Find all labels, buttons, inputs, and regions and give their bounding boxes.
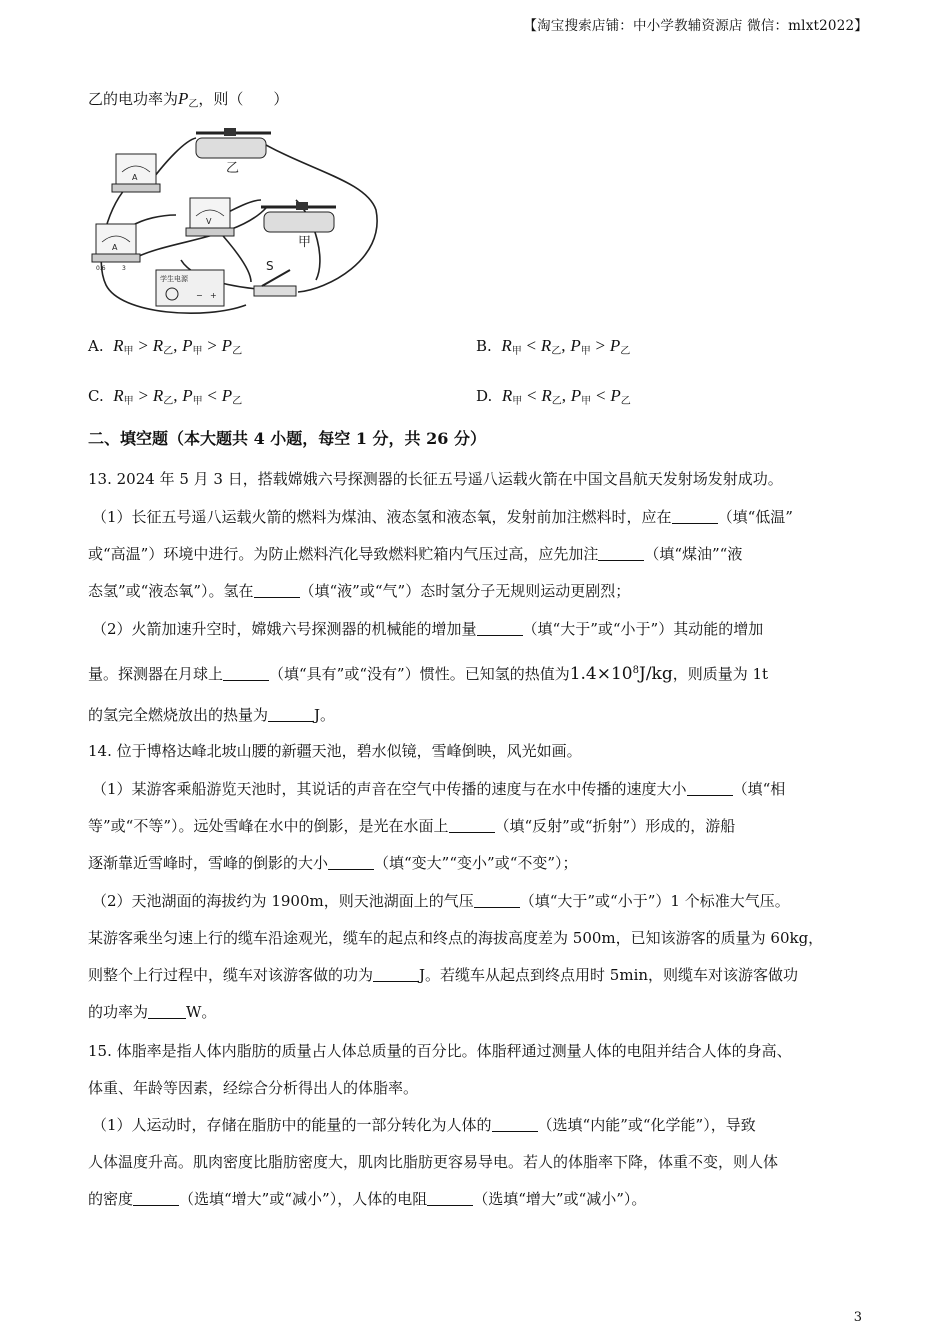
option-b-rel1: < <box>526 336 537 355</box>
terminal-a: 0.6 <box>96 265 106 272</box>
option-a[interactable]: A. $R_甲 > R_乙$, $P_甲 > P_乙$ <box>88 336 243 357</box>
q14-p1-l3b: （填“变大”“变小”或“不变”）； <box>374 854 578 872</box>
q13-blank-5[interactable] <box>223 665 269 681</box>
heat-value: 1.4×10 <box>569 664 633 684</box>
option-a-p1: 甲 <box>192 346 203 357</box>
q15-p1-l3b: （选填“增大”或“减小”），人体的电阻 <box>179 1190 428 1208</box>
option-d-rel2: < <box>595 386 606 405</box>
option-b-r1: 甲 <box>511 346 522 357</box>
page-header: 【淘宝搜索店铺：中小学教辅资源店 微信：mlxt2022】 <box>523 18 868 34</box>
option-d-r1: 甲 <box>512 396 523 407</box>
q14-p1-line2 <box>88 815 735 837</box>
option-c-rel2: < <box>207 386 217 405</box>
option-a-letter: A. <box>88 337 104 355</box>
q13-p1-l2b: （填“煤油”“液 <box>644 545 743 563</box>
q15-p1-line2: 人体温度升高。肌肉密度比脂肪密度大，肌肉比脂肪更容易导电。若人的体脂率下降，体重不变，则人体 <box>88 1153 779 1171</box>
option-c-r2: 乙 <box>163 396 174 407</box>
option-b-rel2: > <box>595 336 606 355</box>
option-c-p2: 乙 <box>232 396 243 407</box>
q13-p2-l3b: J。 <box>314 706 336 724</box>
q13-blank-6[interactable] <box>268 706 314 722</box>
q13-p1-l1a: （1）长征五号遥八运载火箭的燃料为煤油、液态氢和液态氧，发射前加注燃料时，应在 <box>92 508 672 526</box>
q15-stem-line1: 15. 体脂率是指人体内脂肪的质量占人体总质量的百分比。体脂秤通过测量人体的电阻并结合人体的身高、 <box>88 1042 792 1060</box>
voltmeter <box>186 198 234 236</box>
q13-p1-l2a: 或“高温”）环境中进行。为防止燃料汽化导致燃料贮箱内气压过高，应先加注 <box>88 545 599 563</box>
terminal-b: 3 <box>122 265 126 272</box>
q14-p1-line1 <box>92 778 785 800</box>
power-supply <box>156 270 224 306</box>
q13-p1-line1 <box>92 506 793 528</box>
q15-blank-3[interactable] <box>427 1190 473 1206</box>
q13-p1-l1b: （填“低温” <box>717 508 793 526</box>
q15-p1-line1 <box>92 1114 756 1136</box>
q15-p1-line3 <box>88 1188 646 1210</box>
q15-p1-l3a: 的密度 <box>88 1190 134 1208</box>
q14-blank-1[interactable] <box>687 780 733 796</box>
option-d-rel1: < <box>526 386 537 405</box>
q13-blank-2[interactable] <box>598 545 644 561</box>
option-b-p2: 乙 <box>620 346 631 357</box>
supply-plus: + <box>210 291 217 300</box>
q14-p1-l2a: 等”或“不等”）。远处雪峰在水中的倒影，是光在水面上 <box>88 817 449 835</box>
q15-blank-2[interactable] <box>133 1190 179 1206</box>
q14-p1-line3 <box>88 852 578 874</box>
q13-p2-l3a: 的氢完全燃烧放出的热量为 <box>88 706 269 724</box>
option-c-letter: C. <box>88 387 104 405</box>
option-c-rel1: > <box>138 386 149 405</box>
q14-p2-line4 <box>88 1001 216 1023</box>
q13-p2-line1 <box>92 618 763 640</box>
q13-p2-l1b: （填“大于”或“小于”）其动能的增加 <box>522 620 764 638</box>
power-supply-label: 学生电源 <box>160 275 188 283</box>
q13-p2-l1a: （2）火箭加速升空时，嫦娥六号探测器的机械能的增加量 <box>92 620 477 638</box>
option-d[interactable]: D. $R_甲 < R_乙$, $P_甲 < P_乙$ <box>476 386 631 407</box>
heat-unit: J/kg <box>639 664 673 684</box>
q12-symbol: P <box>178 89 189 108</box>
ammeter-top <box>112 154 160 192</box>
q13-p2-line3 <box>88 704 335 726</box>
q15-p1-l3c: （选填“增大”或“减小”）。 <box>473 1190 647 1208</box>
q14-p2-l4b: W。 <box>186 1003 217 1021</box>
q14-p2-line1 <box>92 890 790 912</box>
q14-blank-6[interactable] <box>148 1003 186 1019</box>
switch-label: S <box>266 259 274 273</box>
option-b-r2: 乙 <box>551 346 562 357</box>
option-a-r2: 乙 <box>163 346 174 357</box>
heat-exp: 8 <box>632 665 639 676</box>
option-c[interactable]: C. $R_甲 > R_乙$, $P_甲 < P_乙$ <box>88 386 243 407</box>
page-number: 3 <box>853 1310 862 1325</box>
option-a-rel2: > <box>207 336 217 355</box>
option-d-r2: 乙 <box>551 396 562 407</box>
q15-stem-line2: 体重、年龄等因素，经综合分析得出人的体脂率。 <box>88 1079 419 1097</box>
q14-blank-2[interactable] <box>449 817 495 833</box>
q12-tail <box>88 88 288 116</box>
ammeter-left-mark: A <box>112 243 118 252</box>
ammeter-left <box>92 224 140 272</box>
option-b[interactable]: B. $R_甲 < R_乙$, $P_甲 > P_乙$ <box>476 336 631 357</box>
q14-p1-l3a: 逐渐靠近雪峰时，雪峰的倒影的大小 <box>88 854 329 872</box>
q14-blank-3[interactable] <box>328 854 374 870</box>
q12-sub: 乙 <box>188 99 199 110</box>
q14-p2-l1b: （填“大于”或“小于”）1 个标准大气压。 <box>519 892 790 910</box>
supply-minus: − <box>196 291 203 300</box>
q14-p2-line2: 某游客乘坐匀速上行的缆车沿途观光，缆车的起点和终点的海拔高度差为 500m，已知该游客的质量为 60kg， <box>88 929 824 947</box>
q14-blank-5[interactable] <box>373 966 419 982</box>
q14-p2-l3a: 则整个上行过程中，缆车对该游客做的功为 <box>88 966 374 984</box>
q15-p1-l1a: （1）人运动时，存储在脂肪中的能量的一部分转化为人体的 <box>92 1116 492 1134</box>
q14-p2-l4a: 的功率为 <box>88 1003 149 1021</box>
q14-p1-l1b: （填“相 <box>732 780 786 798</box>
option-d-p1: 甲 <box>581 396 592 407</box>
q14-p2-line3 <box>88 964 798 986</box>
q13-p2-l2b: （填“具有”或“没有”）惯性。已知氢的热值为 <box>269 665 570 683</box>
q13-blank-1[interactable] <box>672 508 718 524</box>
q12-suffix: ，则（ ） <box>198 90 289 108</box>
option-c-r1: 甲 <box>123 396 134 407</box>
q15-blank-1[interactable] <box>492 1116 538 1132</box>
option-a-p2: 乙 <box>232 346 243 357</box>
rheostat-jia <box>261 202 336 250</box>
option-b-letter: B. <box>476 337 492 355</box>
option-c-p1: 甲 <box>192 396 203 407</box>
q14-p2-l3b: J。若缆车从起点到终点用时 5min，则缆车对该游客做功 <box>419 966 799 984</box>
option-a-rel1: > <box>138 336 148 355</box>
q14-p1-l1a: （1）某游客乘船游览天池时，其说话的声音在空气中传播的速度与在水中传播的速度大小 <box>92 780 687 798</box>
option-b-p1: 甲 <box>580 346 591 357</box>
q13-p1-l3b: （填“液”或“气”）态时氢分子无规则运动更剧烈； <box>299 582 631 600</box>
ammeter-top-mark: A <box>132 173 138 182</box>
circuit-figure <box>86 120 386 320</box>
option-d-p2: 乙 <box>620 396 631 407</box>
q13-p2-line2 <box>88 660 768 685</box>
q14-p2-l1a: （2）天池湖面的海拔约为 1900m，则天池湖面上的气压 <box>92 892 474 910</box>
q13-blank-4[interactable] <box>477 620 523 636</box>
section-title: 二、填空题（本大题共 4 小题，每空 1 分，共 26 分） <box>88 429 486 448</box>
q12-prefix: 乙的电功率为 <box>88 90 179 108</box>
q14-p1-l2b: （填“反射”或“折射”）形成的，游船 <box>494 817 736 835</box>
label-yi: 乙 <box>226 161 240 176</box>
q13-p1-line3 <box>88 580 630 602</box>
q13-stem: 13. 2024 年 5 月 3 日，搭载嫦娥六号探测器的长征五号遥八运载火箭在中国文昌航天发射场发射成功。 <box>88 470 783 488</box>
q13-p1-line2 <box>88 543 742 565</box>
option-d-letter: D. <box>476 387 493 405</box>
rheostat-yi <box>196 128 271 176</box>
q14-blank-4[interactable] <box>474 892 520 908</box>
option-a-r1: 甲 <box>123 346 134 357</box>
label-jia: 甲 <box>298 235 312 250</box>
q15-p1-l1b: （选填“内能”或“化学能”），导致 <box>537 1116 756 1134</box>
q13-p2-l2a: 量。探测器在月球上 <box>88 665 224 683</box>
switch <box>254 259 296 296</box>
q13-p2-l2c: ，则质量为 1t <box>672 665 769 683</box>
q14-stem: 14. 位于博格达峰北坡山腰的新疆天池，碧水似镜，雪峰倒映，风光如画。 <box>88 742 582 760</box>
q13-p1-l3a: 态氢”或“液态氧”）。氢在 <box>88 582 254 600</box>
voltmeter-mark: V <box>206 217 212 226</box>
q13-blank-3[interactable] <box>254 582 300 598</box>
